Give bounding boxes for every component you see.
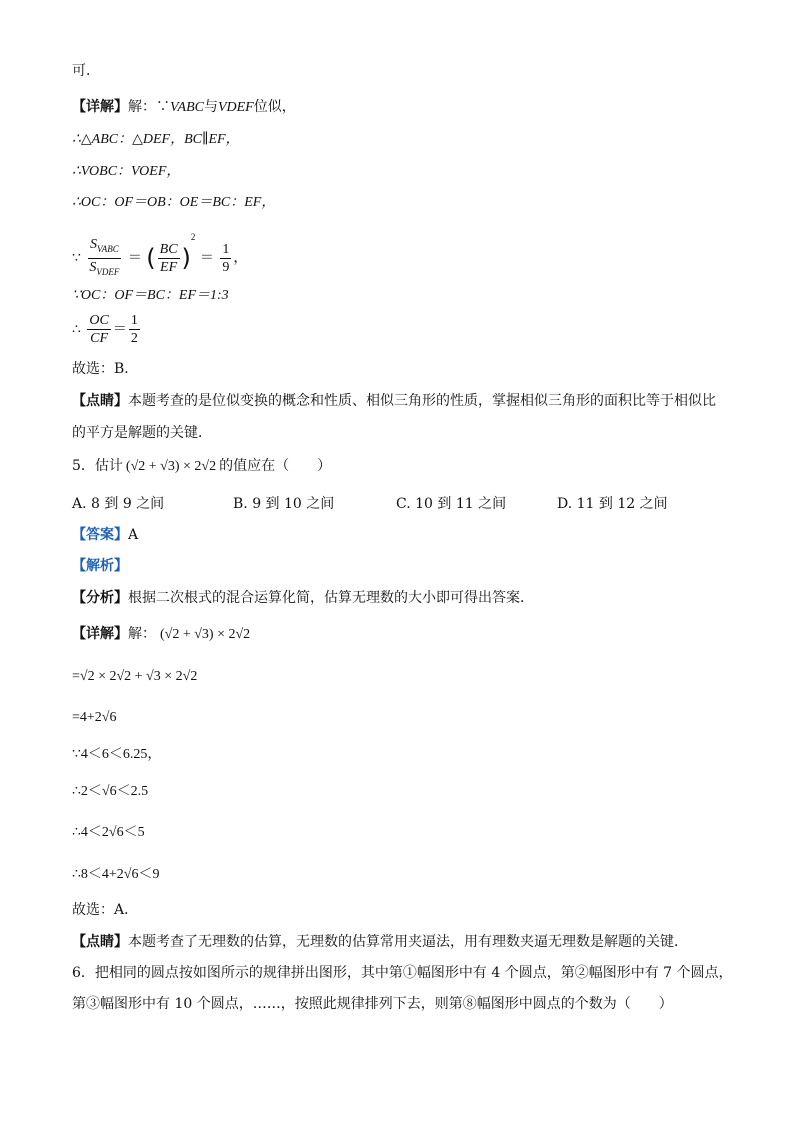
math-line: ∵OC：OF＝BC：EF＝1:3	[72, 288, 229, 303]
text-line: 可．	[72, 63, 100, 79]
question-6-continued: 第③幅图形中有 10 个圆点，……，按照此规律排列下去，则第⑧幅图形中圆点的个数为（ ）	[72, 996, 673, 1012]
analysis-line: 【分析】根据二次根式的混合运算化简，估算无理数的大小即可得出答案．	[72, 590, 534, 606]
math-line: ∴VOBC：VOEF，	[72, 164, 181, 179]
comment-line: 【点睛】本题考查了无理数的估算，无理数的估算常用夹逼法，用有理数夹逼无理数是解题的关键．	[72, 934, 688, 950]
math-line: ∴8＜4+2√6＜9	[72, 867, 160, 882]
math-line: ∴4＜2√6＜5	[72, 825, 145, 840]
question-expression: (√2 + √3) × 2√2	[125, 459, 217, 474]
fraction-result: ∴ $\frac{OC}{CF}$ ＝ $\frac{1}{2}$	[72, 313, 138, 346]
section-tag: 【解析】	[72, 558, 128, 574]
section-tag: 【点睛】	[72, 934, 128, 950]
fraction: $\frac{OC}{CF}$	[89, 313, 109, 346]
fraction: $\frac{S_{VABC}}{S_{VDEF}}$	[89, 236, 120, 277]
math-line: =√2 × 2√2 + √3 × 2√2	[72, 669, 198, 684]
comment-line: 的平方是解题的关键．	[72, 425, 212, 441]
section-tag: 【详解】	[72, 99, 128, 115]
detail-line: 【详解】解：∵VABC与VDEF位似，	[72, 99, 296, 115]
fraction: $\frac{1}{2}$	[130, 313, 138, 346]
option-c: C. 10 到 11 之间	[396, 496, 507, 512]
detail-line: 【详解】解： (√2 + √3) × 2√2	[72, 626, 251, 642]
comment-line: 【点睛】本题考查的是位似变换的概念和性质、相似三角形的性质，掌握相似三角形的面积比等于相似比	[72, 393, 716, 409]
section-tag: 【分析】	[72, 590, 128, 606]
math-line: =4+2√6	[72, 710, 117, 725]
section-tag: 【点睛】	[72, 393, 128, 409]
option-b: B. 9 到 10 之间	[233, 496, 335, 512]
math-line: ∴OC：OF＝OB：OE＝BC：EF，	[72, 195, 276, 210]
math-line: ∴△ABC：△DEF，BC∥EF，	[72, 132, 240, 147]
option-d: D. 11 到 12 之间	[557, 496, 668, 512]
math-line: ∴2＜√6＜2.5	[72, 784, 149, 799]
answer-tag-line: 【答案】A	[72, 527, 139, 543]
option-a: A. 8 到 9 之间	[72, 496, 165, 512]
section-tag: 【详解】	[72, 626, 128, 642]
section-tag: 【答案】	[72, 527, 128, 543]
math-line: ∵4＜6＜6.25，	[72, 747, 162, 762]
fraction: $\frac{BC}{EF}$	[159, 241, 178, 275]
expression: (√2 + √3) × 2√2	[160, 627, 251, 642]
answer-line: 故选：A．	[72, 902, 139, 918]
question-6: 6．把相同的圆点按如图所示的规律拼出图形，其中第①幅图形中有 4 个圆点，第②幅图形中有 7 个圆点，	[72, 965, 733, 981]
fraction: $\frac{1}{9}$	[222, 241, 230, 275]
answer-line: 故选：B．	[72, 361, 139, 377]
question-5: 5．估计 (√2 + √3) × 2√2 的值应在（ ）	[72, 458, 332, 474]
area-ratio-equation: ∵ $\frac{S_{VABC}}{S_{VDEF}}$ ＝ ( $\frac{BC}{EF}$ )$^2$ ＝ $\frac{1}{9}$ ，	[72, 228, 247, 280]
